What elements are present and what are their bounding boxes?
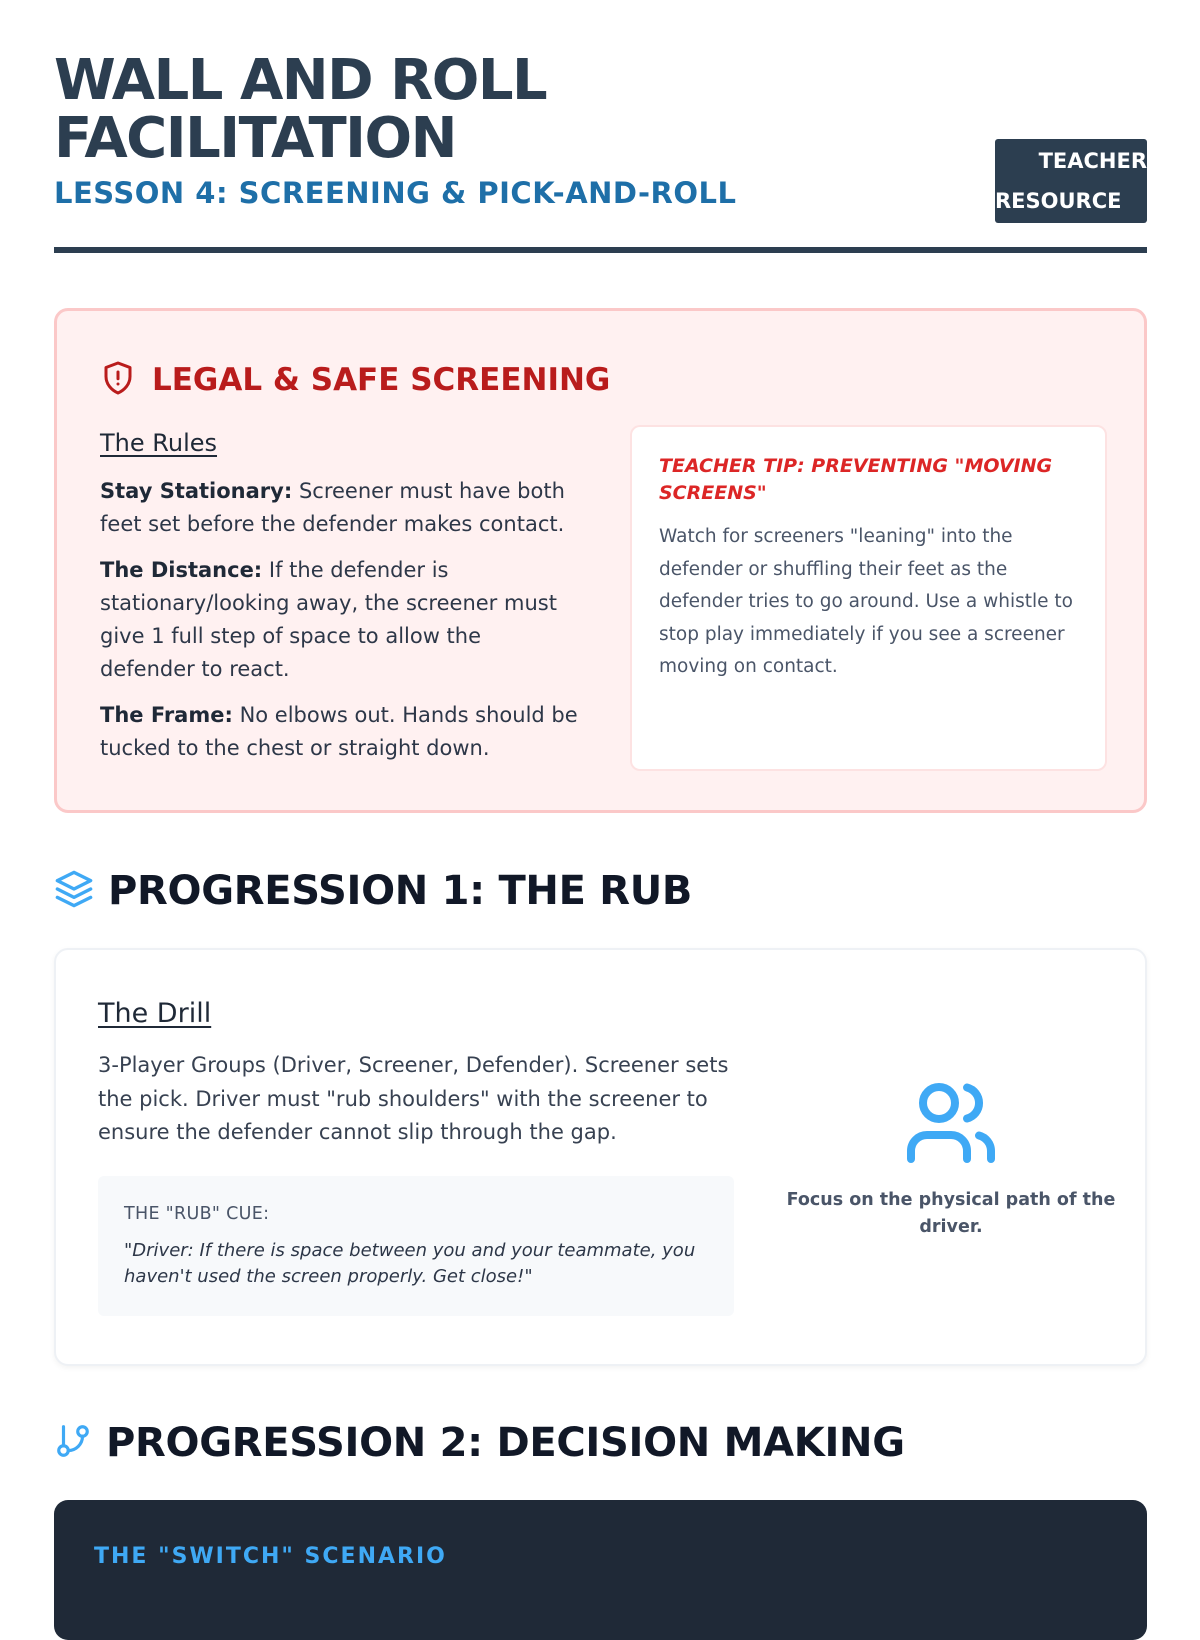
progression-1-title: PROGRESSION 1: THE RUB (108, 868, 693, 914)
rule-text: Screener must have both feet set before the defender makes contact. (100, 479, 565, 536)
title-line-1: WALL AND ROLL (54, 48, 547, 113)
drill-content (98, 998, 738, 1316)
legal-title: LEGAL & SAFE SCREENING (152, 362, 611, 398)
rule-distance (100, 554, 580, 686)
rub-cue-box (98, 1176, 734, 1316)
drill-card (54, 948, 1147, 1366)
page-header (54, 0, 1147, 256)
header-divider (54, 247, 1147, 253)
progression-2-heading (54, 1420, 905, 1466)
teacher-tip-card (630, 425, 1107, 771)
layers-icon (54, 869, 108, 913)
title-line-2: FACILITATION (54, 106, 456, 171)
drill-focus (786, 1075, 1116, 1241)
progression-2-title: PROGRESSION 2: DECISION MAKING (106, 1420, 905, 1466)
badge-line-2: RESOURCE (995, 189, 1122, 213)
tip-body: Watch for screeners "leaning" into the defender or shuffling their feet as the defender tries to go around. Use a whistle to stop play immediately if you see a screener moving on contact. (659, 526, 1073, 677)
rule-text: If the defender is stationary/looking away, the screener must give 1 full step of space to allow the defender to react. (100, 558, 557, 681)
drill-description: 3-Player Groups (Driver, Screener, Defender). Screener sets the pick. Driver must "rub shoulders" with the screener to ensure the defender cannot slip through the gap. (98, 1053, 729, 1144)
page (54, 0, 1147, 1569)
progression-1-heading (54, 868, 692, 914)
switch-scenario-card (54, 1500, 1147, 1640)
rules-column (100, 429, 580, 778)
shield-alert-icon (100, 359, 152, 401)
rule-label: The Frame: (100, 703, 233, 727)
rule-label: The Distance: (100, 558, 263, 582)
focus-caption: Focus on the physical path of the driver. (786, 1190, 1116, 1237)
page-subtitle: LESSON 4: SCREENING & PICK-AND-ROLL (54, 176, 737, 210)
cue-label: THE "RUB" CUE: (124, 1203, 270, 1224)
legal-heading (100, 359, 610, 401)
rule-text: No elbows out. Hands should be tucked to the chest or straight down. (100, 703, 578, 760)
rule-stationary (100, 475, 580, 541)
git-branch-icon (54, 1422, 106, 1464)
cue-quote: "Driver: If there is space between you and your teammate, you haven't used the screen properly. Get close!" (124, 1239, 696, 1287)
users-icon (786, 1075, 1116, 1171)
legal-screening-panel (54, 308, 1147, 813)
rules-heading: The Rules (100, 429, 218, 457)
page-title (54, 48, 754, 171)
badge-line-1: TEACHER (1038, 149, 1147, 173)
tip-title: TEACHER TIP: PREVENTING "MOVING SCREENS" (659, 455, 1053, 504)
switch-scenario-label: THE "SWITCH" SCENARIO (94, 1544, 447, 1569)
rule-frame (100, 699, 580, 765)
rule-label: Stay Stationary: (100, 479, 293, 503)
drill-heading: The Drill (98, 998, 212, 1029)
teacher-resource-badge (995, 139, 1147, 223)
